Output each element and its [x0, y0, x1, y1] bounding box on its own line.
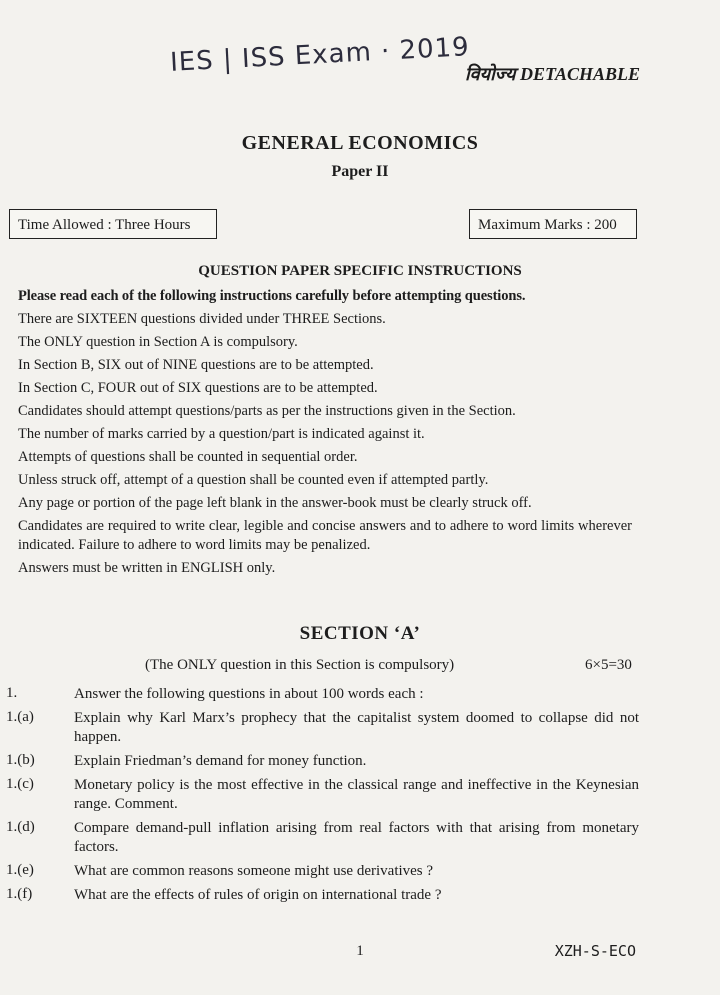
instructions-heading: QUESTION PAPER SPECIFIC INSTRUCTIONS [198, 263, 522, 279]
instruction-item: Attempts of questions shall be counted in sequential order. [18, 449, 358, 465]
question-item [0, 685, 720, 704]
question-item [0, 709, 720, 747]
question-item [0, 776, 720, 814]
instruction-item: The ONLY question in Section A is compulsory. [18, 334, 298, 350]
handwritten-note: IES | ISS Exam · 2019 [169, 32, 471, 78]
question-item [0, 752, 720, 771]
instruction-item: Candidates are required to write clear, legible and concise answers and to adhere to word limits wherever indicated. Failure to adhere to word limits may be penalized. [18, 518, 632, 553]
page-title: GENERAL ECONOMICS [241, 132, 479, 154]
section-marks: 6×5=30 [585, 657, 632, 673]
question-number: 1.(f) [6, 886, 33, 902]
question-text: Compare demand-pull inflation arising from real factors with that arising from monetary factors. [74, 820, 639, 855]
question-text: What are common reasons someone might use derivatives ? [74, 863, 434, 879]
detachable-label: वियोज्य DETACHABLE [464, 64, 640, 84]
question-item [0, 862, 720, 881]
instructions-lead: Please read each of the following instructions carefully before attempting questions. [18, 288, 526, 304]
question-number: 1.(d) [6, 819, 35, 835]
question-number: 1. [6, 685, 18, 701]
question-item [0, 886, 720, 905]
paper-code: XZH-S-ECO [554, 942, 636, 960]
section-note: (The ONLY question in this Section is compulsory) [145, 657, 455, 673]
question-number: 1.(c) [6, 776, 34, 792]
question-number: 1.(e) [6, 862, 34, 878]
instruction-item: In Section C, FOUR out of SIX questions are to be attempted. [18, 380, 378, 396]
instruction-item: The number of marks carried by a question/part is indicated against it. [18, 426, 425, 442]
instruction-item: Any page or portion of the page left blank in the answer-book must be clearly struck off. [18, 495, 532, 511]
page-number: 1 [356, 943, 364, 959]
instruction-item: There are SIXTEEN questions divided under THREE Sections. [18, 311, 386, 327]
question-text: Answer the following questions in about 100 words each : [74, 686, 424, 702]
instructions-list [18, 287, 632, 582]
instruction-item: In Section B, SIX out of NINE questions are to be attempted. [18, 357, 374, 373]
question-item [0, 819, 720, 857]
paper-number: Paper II [331, 163, 389, 180]
question-text: What are the effects of rules of origin on international trade ? [74, 887, 442, 903]
instruction-item: Answers must be written in ENGLISH only. [18, 560, 276, 576]
question-number: 1.(b) [6, 752, 35, 768]
section-title: SECTION ‘A’ [299, 623, 421, 644]
maximum-marks-box: Maximum Marks : 200 [469, 209, 637, 239]
question-text: Explain why Karl Marx’s prophecy that the capitalist system doomed to collapse did not happen. [74, 710, 639, 745]
question-text: Monetary policy is the most effective in the classical range and ineffective in the Keynesian range. Comment. [74, 777, 639, 812]
time-allowed-box: Time Allowed : Three Hours [9, 209, 217, 239]
question-text: Explain Friedman’s demand for money function. [74, 753, 367, 769]
question-list [0, 685, 720, 910]
question-number: 1.(a) [6, 709, 34, 725]
instruction-item: Candidates should attempt questions/parts as per the instructions given in the Section. [18, 403, 516, 419]
instruction-item: Unless struck off, attempt of a question shall be counted even if attempted partly. [18, 472, 489, 488]
